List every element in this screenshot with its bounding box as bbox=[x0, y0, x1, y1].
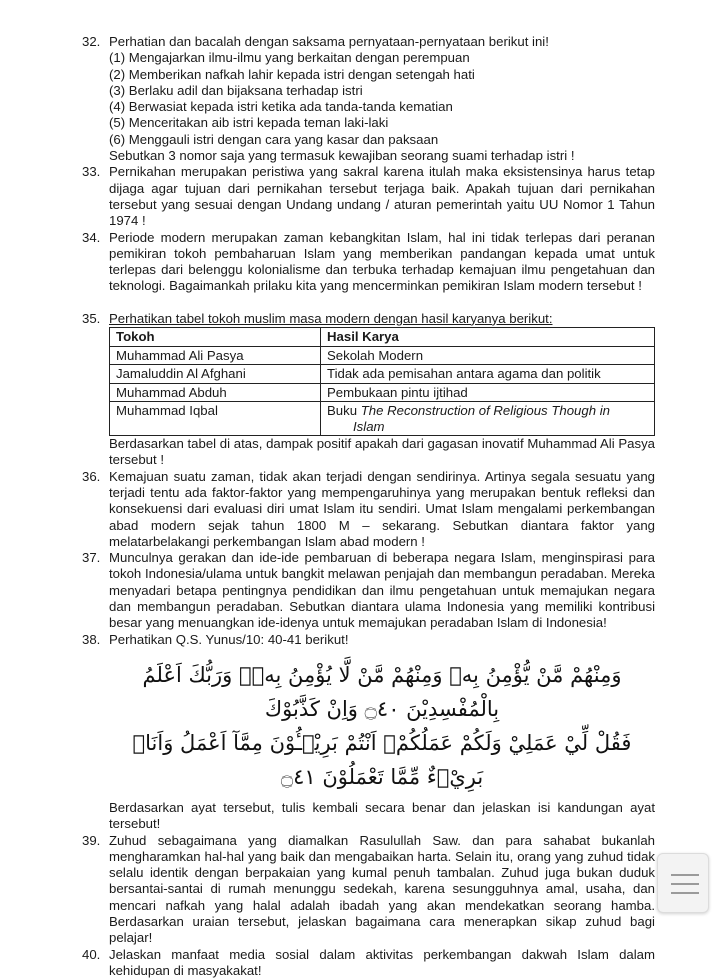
question-34 bbox=[82, 230, 655, 295]
question-33 bbox=[82, 164, 655, 229]
question-40 bbox=[82, 947, 655, 979]
statement-option: (4) Berwasiat kepada istri ketika ada tanda-tanda kematian bbox=[109, 99, 453, 115]
question-number: 38. bbox=[82, 631, 101, 647]
question-text: Jelaskan manfaat media sosial dalam aktivitas perkembangan dakwah Islam dalam kehidupan di masyakakat! bbox=[109, 946, 655, 978]
table-row bbox=[110, 383, 655, 402]
question-prompt: Berdasarkan tabel di atas, dampak positif apakah dari gagasan inovatif Muhammad Ali Pasya tersebut ! bbox=[109, 436, 655, 468]
cell-tokoh: Jamaluddin Al Afghani bbox=[110, 365, 321, 384]
book-title-continued: Islam bbox=[353, 418, 385, 434]
cell-karya: Tidak ada pemisahan antara agama dan politik bbox=[321, 365, 655, 384]
question-number: 36. bbox=[82, 468, 101, 484]
document-page bbox=[82, 34, 655, 979]
question-number: 37. bbox=[82, 550, 101, 566]
question-prompt: Berdasarkan ayat tersebut, tulis kembali secara benar dan jelaskan isi kandungan ayat tersebut! bbox=[109, 799, 655, 832]
karya-prefix: Buku bbox=[327, 403, 361, 419]
question-32 bbox=[82, 34, 655, 164]
cell-karya: Pembukaan pintu ijtihad bbox=[321, 383, 655, 402]
question-number: 34. bbox=[82, 229, 101, 245]
question-37 bbox=[82, 550, 655, 631]
question-intro: Perhatikan Q.S. Yunus/10: 40-41 berikut! bbox=[109, 631, 349, 647]
question-36 bbox=[82, 469, 655, 550]
cell-tokoh: Muhammad Ali Pasya bbox=[110, 346, 321, 365]
floating-menu-button[interactable] bbox=[657, 853, 709, 913]
question-number: 40. bbox=[82, 946, 101, 962]
statement-option: (3) Berlaku adil dan bijaksana terhadap istri bbox=[109, 82, 363, 98]
question-text: Kemajuan suatu zaman, tidak akan terjadi dengan sendirinya. Artinya segala sesuatu yang terjadi tentu ada faktor-faktor yang mempengaruhinya yang merupakan bentuk refleksi dan konsekuensi dari evaluasi diri umat Islam itu sendiri. Umat Islam mengalami perkembangan abad modern sejak tahun 1800 M – sekarang. Sebutkan diantara faktor yang melatarbelakangi perkembangan Islam abad modern ! bbox=[109, 468, 655, 549]
table-row bbox=[110, 402, 655, 436]
cell-tokoh: Muhammad Iqbal bbox=[110, 402, 321, 436]
question-number: 32. bbox=[82, 34, 101, 49]
cell-karya bbox=[321, 402, 655, 436]
question-intro: Perhatian dan bacalah dengan saksama pernyataan-pernyataan berikut ini! bbox=[109, 34, 549, 49]
question-text: Periode modern merupakan zaman kebangkitan Islam, hal ini tidak terlepas dari peranan pemikiran tokoh pembaharuan Islam yang memberikan pandangan kepada umat untuk terlepas dari belenggu kolonialisme dan terbuka terhadap kemajuan ilmu pengetahuan dan teknologi. Bagaimankah prilaku kita yang mencerminkan pemikiran Islam modern tersebut ! bbox=[109, 229, 655, 294]
question-number: 39. bbox=[82, 832, 101, 848]
statement-option: (1) Mengajarkan ilmu-ilmu yang berkaitan dengan perempuan bbox=[109, 50, 470, 66]
question-text: Munculnya gerakan dan ide-ide pembaruan di beberapa negara Islam, menginspirasi para tokoh Indonesia/ulama untuk bangkit melawan penjajah dan membangun peradaban. Mereka menyadari betapa pentingnya pendidikan dan ilmu pengetahuan untuk memajukan negara dan membangun peradaban. Sebutkan diantara ulama Indonesia yang memiliki kontribusi besar yang menuangkan ide-idenya untuk memajukan peradaban Islam di Indonesia! bbox=[109, 550, 655, 631]
question-number: 35. bbox=[82, 310, 101, 326]
statement-option: (5) Menceritakan aib istri kepada teman laki-laki bbox=[109, 115, 389, 131]
statement-option: (6) Menggauli istri dengan cara yang kasar dan paksaan bbox=[109, 131, 439, 147]
question-38 bbox=[82, 632, 655, 833]
table-row bbox=[110, 365, 655, 384]
column-header-tokoh: Tokoh bbox=[110, 328, 321, 347]
column-header-hasil-karya: Hasil Karya bbox=[321, 328, 655, 347]
cell-tokoh: Muhammad Abduh bbox=[110, 383, 321, 402]
table-row bbox=[110, 346, 655, 365]
question-text: Pernikahan merupakan peristiwa yang sakral karena itulah maka eksistensinya harus tetap dijaga agar tujuan dari pernikahan tersebut terjaga baik. Apakah tujuan dari pernikahan tersebut yang sesuai dengan Undang undang / aturan pemerintah yaitu UU Nomor 1 Tahun 1974 ! bbox=[109, 164, 655, 229]
statement-option: (2) Memberikan nafkah lahir kepada istri dengan setengah hati bbox=[109, 66, 475, 82]
question-prompt: Sebutkan 3 nomor saja yang termasuk kewajiban seorang suami terhadap istri ! bbox=[109, 148, 575, 164]
question-number: 33. bbox=[82, 164, 101, 180]
quran-verse-line-1: وَمِنْهُمْ مَّنْ يُّؤْمِنُ بِهٖ وَمِنْهُمْ مَّنْ لَّا يُؤْمِنُ بِهٖۗ وَرَبُّكَ اَعْلَمُ بِالْمُفْسِدِيْنَ ۝٤٠ وَاِنْ كَذَّبُوْكَ bbox=[142, 662, 622, 721]
quran-verse bbox=[109, 658, 655, 794]
cell-karya: Sekolah Modern bbox=[321, 346, 655, 365]
quran-verse-line-2: فَقُلْ لِّيْ عَمَلِيْ وَلَكُمْ عَمَلُكُمْۚ اَنْتُمْ بَرِيْۤـُٔوْنَ مِمَّآ اَعْمَلُ وَاَنَا۠ بَرِيْۤءٌ مِّمَّا تَعْمَلُوْنَ ۝٤١ bbox=[132, 730, 632, 789]
tokoh-karya-table bbox=[109, 327, 655, 436]
table-header-row bbox=[110, 328, 655, 347]
question-intro: Perhatikan tabel tokoh muslim masa modern dengan hasil karyanya berikut: bbox=[109, 310, 553, 326]
question-text: Zuhud sebagaimana yang diamalkan Rasulullah Saw. dan para sahabat bukanlah mengharamkan hal-hal yang baik dan mengabaikan harta. Selain itu, orang yang zuhud tidak selalu identik dengan berpakaian yang kumal penuh tambalan. Zuhud juga bukan duduk bersantai-santai di rumah menunggu sedekah, karena sesungguhnya amal, usaha, dan mencari nafkah yang halal adalah ibadah yang akan mendekatkan seorang hamba. Berdasarkan uraian tersebut, jelaskan bagaimana cara menerapkan sikap zuhud bagi pelajar! bbox=[109, 832, 655, 946]
question-39 bbox=[82, 833, 655, 947]
book-title: The Reconstruction of Religious Though in bbox=[360, 403, 610, 419]
question-35 bbox=[82, 311, 655, 469]
